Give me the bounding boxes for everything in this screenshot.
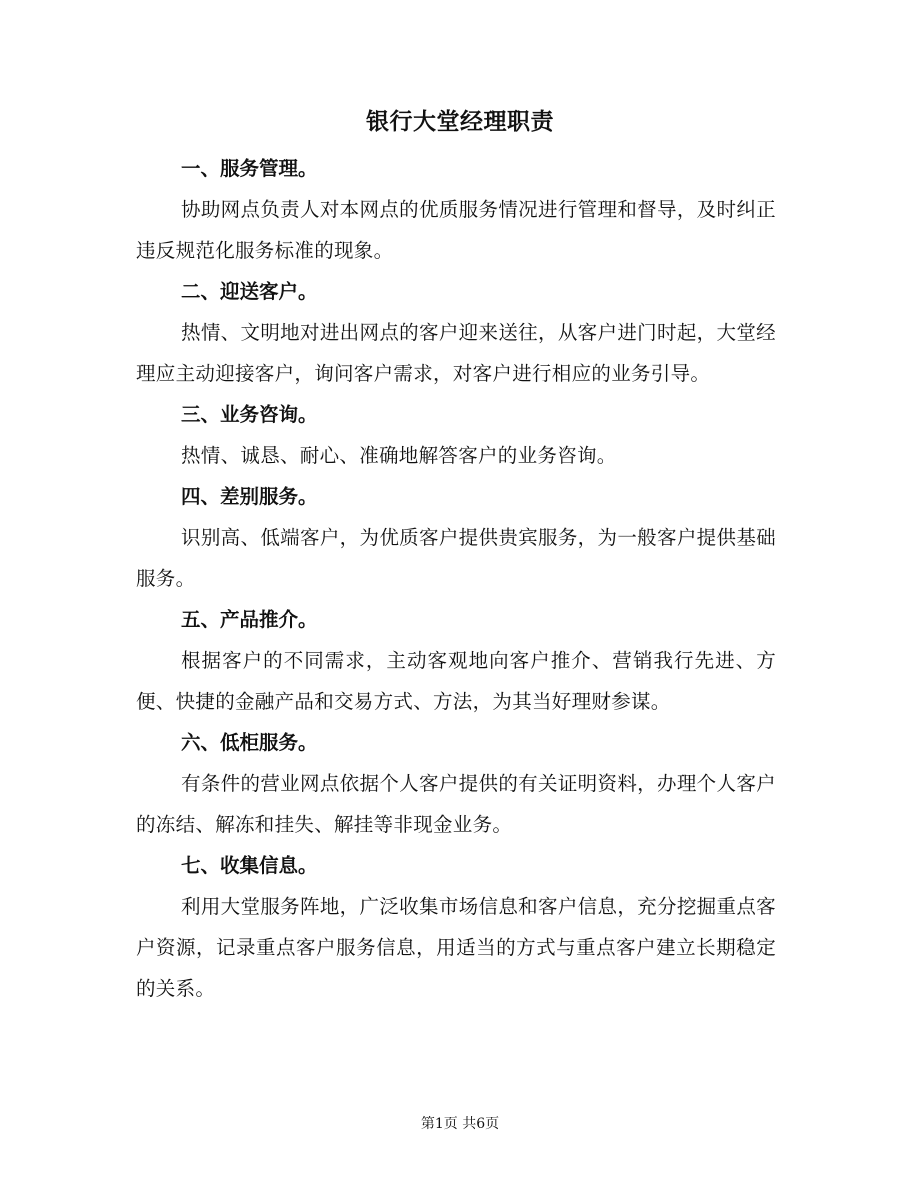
section-paragraph: 利用大堂服务阵地，广泛收集市场信息和客户信息，充分挖掘重点客户资源，记录重点客户服务信息，用适当的方式与重点客户建立长期稳定的关系。 [136,895,776,1000]
section-paragraph: 协助网点负责人对本网点的优质服务情况进行管理和督导，及时纠正违反规范化服务标准的现象。 [136,198,776,262]
section-heading: 六、低柜服务。 [181,731,318,754]
section-service-management [136,148,776,271]
section-heading: 二、迎送客户。 [181,280,318,303]
section-differentiated-service [136,476,776,599]
section-paragraph: 有条件的营业网点依据个人客户提供的有关证明资料，办理个人客户的冻结、解冻和挂失、解挂等非现金业务。 [136,772,776,836]
document-body [136,148,776,1009]
section-paragraph: 热情、文明地对进出网点的客户迎来送往，从客户进门时起，大堂经理应主动迎接客户，询问客户需求，对客户进行相应的业务引导。 [136,321,776,385]
page-number-footer: 第1页 共6页 [420,1116,500,1132]
document-title: 银行大堂经理职责 [366,108,554,135]
section-product-promotion [136,599,776,722]
section-paragraph: 识别高、低端客户，为优质客户提供贵宾服务，为一般客户提供基础服务。 [136,526,776,590]
section-heading: 一、服务管理。 [181,157,318,180]
section-heading: 三、业务咨询。 [181,403,318,426]
section-paragraph: 根据客户的不同需求，主动客观地向客户推介、营销我行先进、方便、快捷的金融产品和交易方式、方法，为其当好理财参谋。 [136,649,776,713]
section-heading: 五、产品推介。 [181,608,318,631]
section-business-consulting [136,394,776,476]
section-greeting-customers [136,271,776,394]
section-heading: 四、差别服务。 [181,485,318,508]
section-heading: 七、收集信息。 [181,854,318,877]
section-low-counter-service [136,722,776,845]
section-paragraph: 热情、诚恳、耐心、准确地解答客户的业务咨询。 [181,444,617,467]
section-information-collection [136,845,776,1009]
